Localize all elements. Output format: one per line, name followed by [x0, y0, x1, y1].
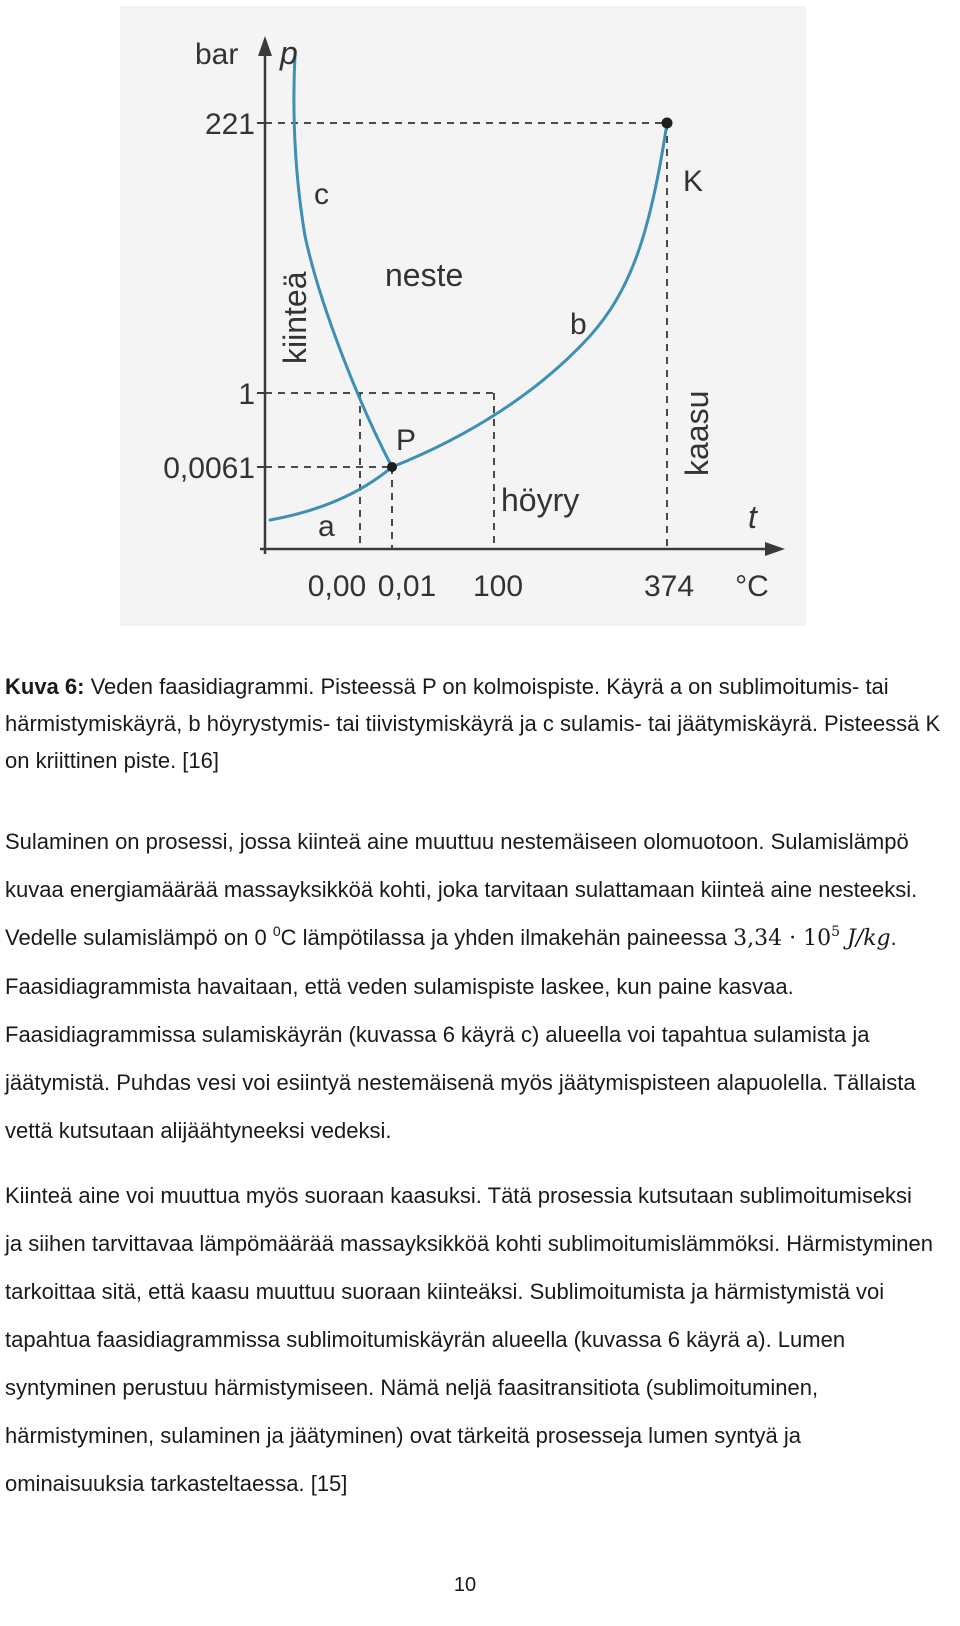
x-tick-001: 0,01: [377, 570, 437, 603]
y-unit-label: bar: [195, 38, 239, 71]
para1-text-3: . Faasidiagrammista havaitaan, että veden sulamispiste laskee, kun paine kasvaa. Faasidiagrammissa sulamiskäyrän (kuvassa 6 käyrä c) alueella voi tapahtua sulamista ja jäätymistä. Puhdas vesi voi esiintyä nestemäisenä myös jäätymispisteen alapuolella. Tällaista vettä kutsutaan alijäähtyneeksi vedeksi.: [5, 925, 916, 1143]
region-solid-label: kiinteä: [277, 271, 313, 364]
caption-text: Veden faasidiagrammi. Pisteessä P on kolmoispiste. Käyrä a on sublimoitumis- tai härmistymiskäyrä, b höyrystymis- tai tiivistymiskäyrä ja c sulamis- tai jäätymiskäyrä. Pisteessä K on kriittinen piste. [16]: [5, 674, 941, 773]
para1-text-1: Sulaminen on prosessi, jossa kiinteä aine muuttuu nestemäiseen olomuotoon. Sulamislämpö kuvaa energiamäärää massayksikköä kohti, joka tarvitaan sulattamaan kiinteä aine nesteeksi. Vedelle sulamislämpö on 0: [5, 829, 918, 950]
region-liquid-label: neste: [385, 257, 464, 293]
x-tick-374: 374: [643, 570, 695, 603]
x-tick-100: 100: [472, 570, 524, 603]
paragraph-sublimation: Kiinteä aine voi muuttua myös suoraan kaasuksi. Tätä prosessia kutsutaan sublimoitumiseksi ja siihen tarvittavaa lämpömäärää massayksikköä kohti sublimoitumislämmöksi. Härmistyminen tarkoittaa sitä, että kaasu muuttuu suoraan kiinteäksi. Sublimoitumista ja härmistymistä voi tapahtua faasidiagrammissa sublimoitumiskäyrän alueella (kuvassa 6 käyrä a). Lumen syntyminen perustuu härmistymiseen. Nämä neljä faasitransitiota (sublimoituminen, härmistyminen, sulaminen ja jäätyminen) ovat tärkeitä prosesseja lumen syntyä ja ominaisuuksia tarkasteltaessa. [15]: [5, 1183, 933, 1496]
latent-heat-unit: J/kg: [840, 926, 891, 951]
y-axis-symbol: p: [280, 35, 298, 71]
point-K-label: K: [683, 165, 704, 198]
paragraph-melting: [5, 818, 935, 1155]
x-tick-000: 0,00: [307, 570, 367, 603]
curve-a-label: a: [318, 510, 335, 543]
degree-superscript: 0: [272, 923, 281, 939]
y-tick-221: 221: [204, 108, 255, 141]
phase-diagram-figure: [120, 6, 806, 626]
y-tick-1: 1: [238, 378, 255, 411]
latent-heat-value: 3,34 · 10: [733, 926, 832, 951]
region-vapor-label: höyry: [501, 482, 580, 518]
figure-background: [120, 6, 806, 626]
para1-text-2: C lämpötilassa ja yhden ilmakehän paineessa: [280, 925, 734, 950]
critical-point-K: [662, 118, 673, 129]
x-unit-label: °C: [735, 570, 769, 603]
figure-caption: [5, 668, 950, 779]
curve-c-label: c: [314, 178, 329, 211]
caption-label: Kuva 6:: [5, 674, 85, 699]
curve-b-label: b: [570, 308, 587, 341]
triple-point-P: [387, 462, 397, 472]
page-number: 10: [453, 1574, 477, 1596]
x-axis-symbol: t: [748, 499, 757, 535]
point-P-label: P: [396, 424, 417, 457]
region-gas-label: kaasu: [679, 390, 715, 476]
latent-heat-exponent: 5: [831, 924, 840, 940]
y-tick-0061: 0,0061: [163, 452, 255, 485]
